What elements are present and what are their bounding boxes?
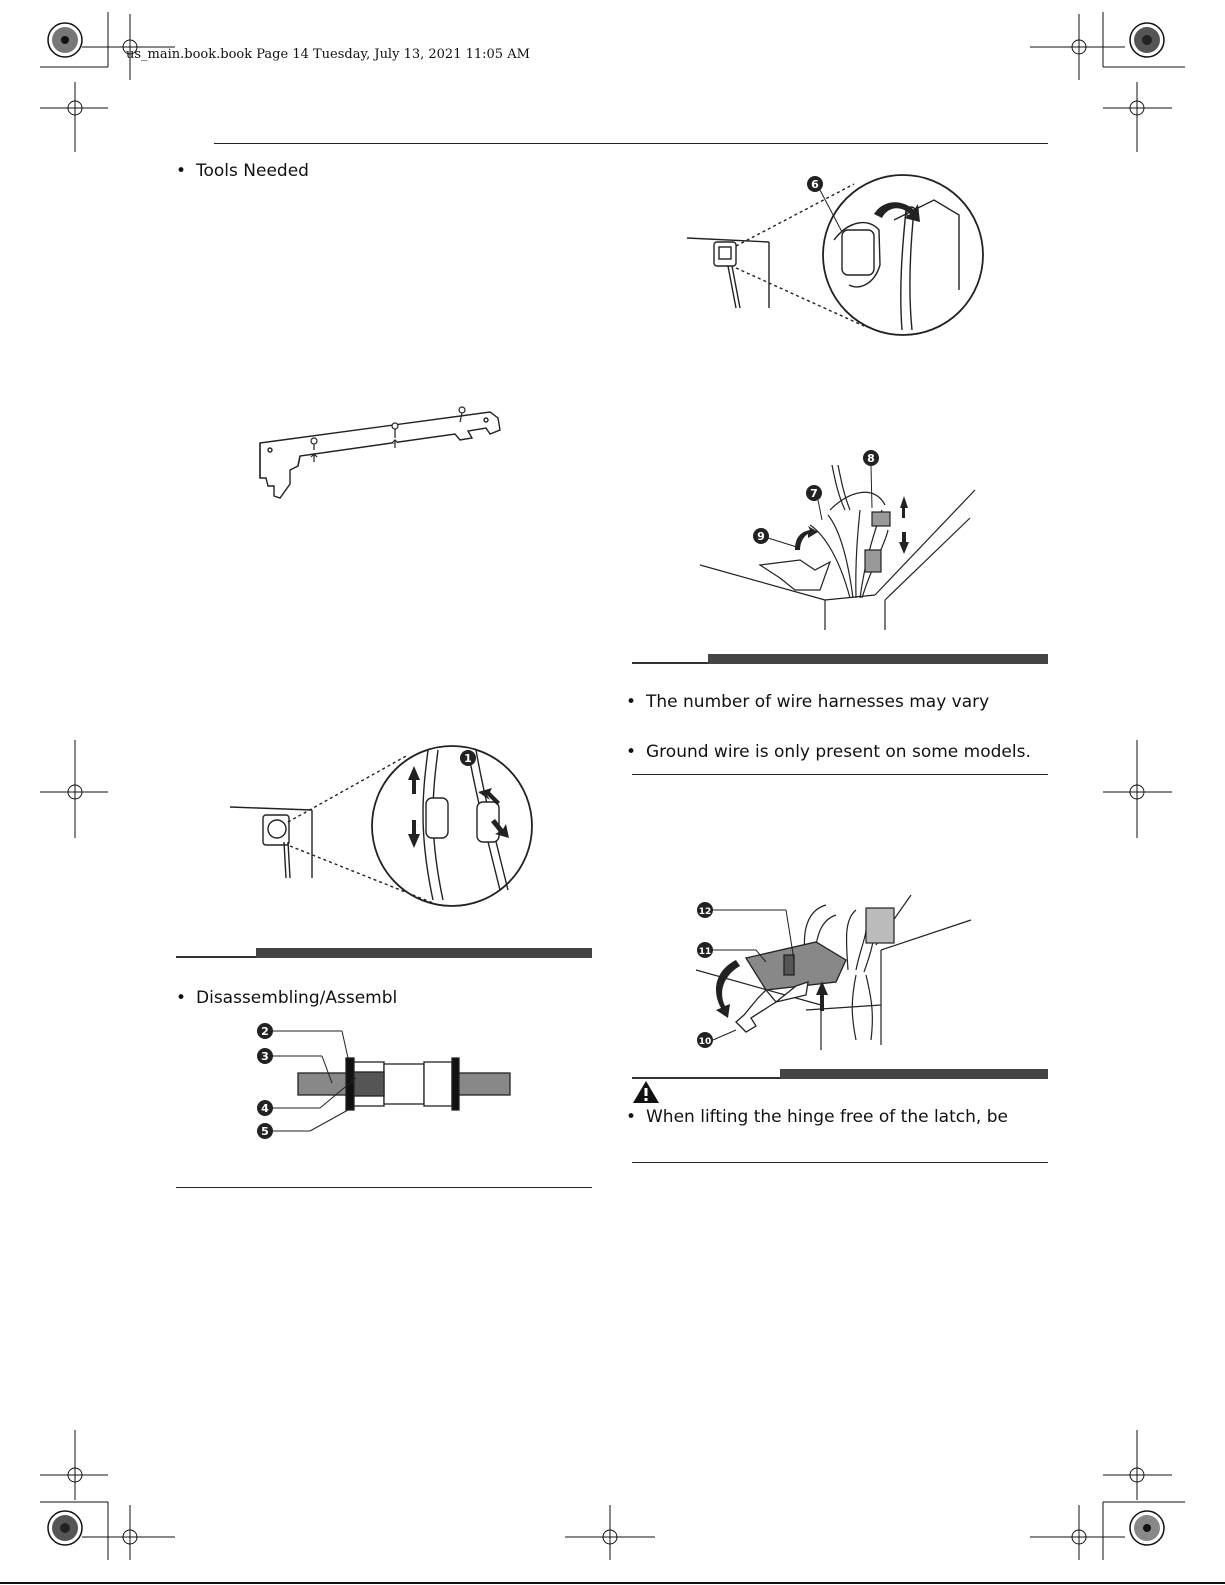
tools-needed-item bbox=[176, 161, 309, 181]
hinge-latch-illustration bbox=[696, 890, 981, 1055]
callout-7: 7 bbox=[810, 487, 818, 500]
callout-4: 4 bbox=[261, 1102, 269, 1115]
registration-mark-icon bbox=[48, 23, 82, 57]
callout-5: 5 bbox=[261, 1125, 269, 1138]
hinge-cap-illustration bbox=[684, 170, 996, 342]
callout-2: 2 bbox=[261, 1025, 269, 1038]
note-ground-text: Ground wire is only present on some models. bbox=[646, 742, 1031, 762]
section-bar-left bbox=[176, 948, 592, 958]
disassembling-text: Disassembling/Assembl bbox=[196, 988, 398, 1008]
caution-rule bbox=[632, 1162, 1048, 1163]
tools-needed-text: Tools Needed bbox=[196, 161, 309, 181]
wire-harness-illustration bbox=[700, 450, 985, 635]
caution-bar bbox=[632, 1069, 1048, 1079]
registration-mark-icon bbox=[48, 1511, 82, 1545]
callout-3: 3 bbox=[261, 1050, 269, 1063]
disassembling-item bbox=[176, 988, 397, 1008]
crop-mark-icon bbox=[40, 12, 1185, 1560]
registration-mark-icon bbox=[40, 14, 1172, 1560]
bullet: • bbox=[626, 692, 637, 712]
registration-mark-icon bbox=[1130, 23, 1164, 57]
note-harness-item bbox=[626, 692, 989, 712]
bullet: • bbox=[176, 161, 187, 181]
callout-8: 8 bbox=[867, 452, 875, 465]
callout-10: 10 bbox=[698, 1037, 712, 1047]
note-rule bbox=[632, 774, 1048, 775]
caution-text: When lifting the hinge free of the latch, be bbox=[646, 1107, 1008, 1127]
caution-triangle-icon bbox=[632, 1080, 660, 1104]
bullet: • bbox=[626, 1107, 637, 1127]
hinge-cover-illustration bbox=[250, 398, 520, 513]
section-bar-right bbox=[632, 654, 1048, 664]
left-section-rule bbox=[176, 1187, 592, 1188]
callout-1: 1 bbox=[464, 752, 472, 765]
callout-9: 9 bbox=[757, 530, 765, 543]
callout-6: 6 bbox=[811, 178, 819, 191]
registration-mark-icon bbox=[1130, 1511, 1164, 1545]
fitting-illustration bbox=[250, 1018, 520, 1148]
note-harness-text: The number of wire harnesses may vary bbox=[646, 692, 990, 712]
water-line-illustration bbox=[228, 740, 538, 910]
print-header: us_main.book.book Page 14 Tuesday, July 13, 2021 11:05 AM bbox=[126, 47, 530, 62]
bullet: • bbox=[176, 988, 187, 1008]
caution-item bbox=[626, 1107, 1008, 1127]
note-ground-item bbox=[626, 742, 1031, 762]
top-rule bbox=[214, 143, 1048, 144]
bullet: • bbox=[626, 742, 637, 762]
callout-12: 12 bbox=[698, 907, 712, 917]
callout-11: 11 bbox=[698, 947, 712, 957]
